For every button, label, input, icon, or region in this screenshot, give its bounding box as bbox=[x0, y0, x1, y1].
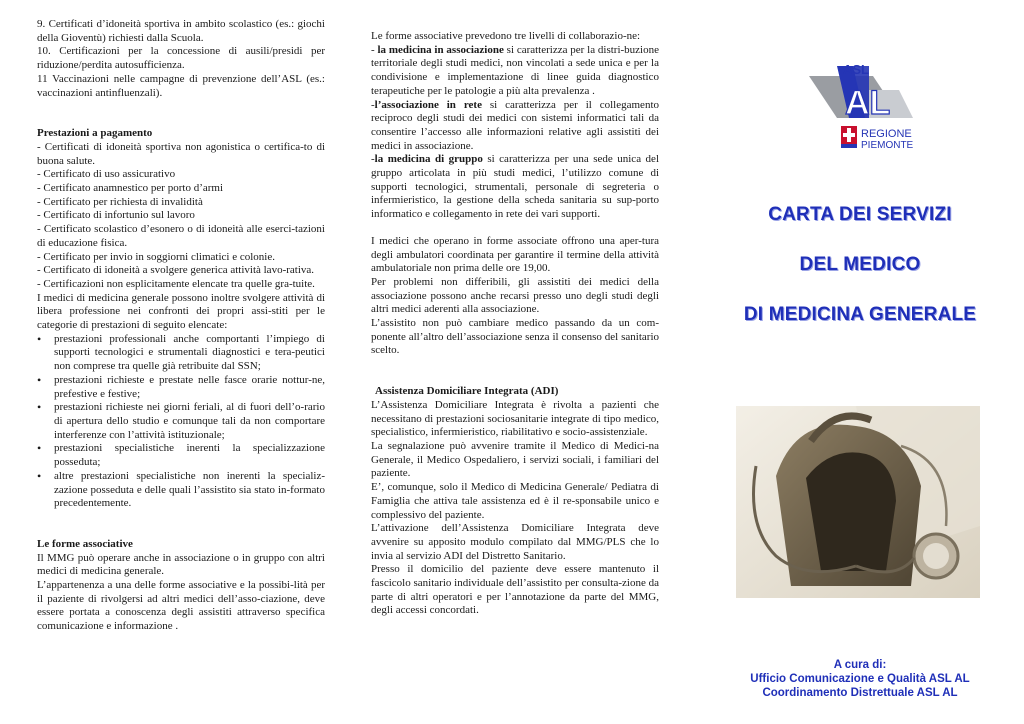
paragraph: Le forme associative prevedono tre livelli di collaborazio-ne: bbox=[371, 30, 641, 42]
paragraph: I medici che operano in forme associate offrono una aper-tura degli ambulatori coordinata per garantire il termine della attività ambulatoriale non prima delle ore 19,00. bbox=[371, 234, 659, 275]
paragraph: Il MMG può operare anche in associazione o in gruppo con altri medici di medicina generale. bbox=[37, 551, 325, 578]
credit-coordination: Coordinamento Distrettuale ASL AL bbox=[762, 687, 958, 699]
bullet-item: • prestazioni specialistiche inerenti la specializzazione posseduta; bbox=[37, 442, 325, 469]
shield-cross bbox=[843, 133, 855, 137]
paragraph: L’assistito non può cambiare medico passando da un com-ponente all’altro dell’associazione senza il consenso del sanitario scelto. bbox=[371, 317, 659, 357]
paragraph: La segnalazione può avvenire tramite il Medico di Medici-na Generale, il Medico Ospedaliero, i servizi sociali, i familiari del paziente. bbox=[371, 439, 659, 480]
cover-title-line-3: DI MEDICINA GENERALE bbox=[743, 304, 977, 325]
freelance-bullet-list bbox=[37, 333, 325, 511]
association-level bbox=[371, 99, 659, 154]
text-span: - bbox=[371, 153, 375, 166]
paragraph: L’appartenenza a una delle forme associative e la possibi-lità per il paziente di rivolgersi ad altri medici dell’asso-ciazione, deve essere portata a conoscenza degli assistiti attraverso specifica comunicazione e informazione . bbox=[37, 579, 325, 633]
bullet-item: • prestazioni richieste nei giorni feriali, al di fuori dell’o-rario di apertura dello studio e comunque tali da non comportare interferenze con l’attività istituzionale; bbox=[37, 401, 325, 442]
left-column bbox=[37, 18, 325, 634]
list-item: - Certificato scolastico d’esonero o di idoneità alle eserci-tazioni di educazione fisica. bbox=[37, 223, 325, 249]
level-name: la medicina di gruppo bbox=[374, 153, 483, 166]
middle-column bbox=[371, 30, 659, 618]
list-item: - Certificati di idoneità sportiva non agonistica o certifica-to di buona salute. bbox=[37, 140, 325, 167]
text-span: - bbox=[371, 98, 375, 111]
bullet-item: • prestazioni richieste e prestate nelle fasce orarie nottur-ne, prefestive e festive; bbox=[37, 374, 325, 401]
text-span: - bbox=[371, 43, 378, 56]
credit-office: Ufficio Comunicazione e Qualità ASL AL bbox=[750, 673, 970, 685]
list-item: - Certificato anamnestico per porto d’armi bbox=[37, 182, 224, 195]
text-span: si caratterizza per una sede unica del gruppo articolata in più studi medici, l’utilizzo comune di supporti tecnologici, strumentali, personale di segreteria o infermieristico, la gestione della scheda sanitaria su sup-porto informatico e collegamento in rete dei vari supporti. bbox=[371, 153, 659, 221]
paragraph: L’attivazione dell’Assistenza Domiciliare Integrata deve avvenire su apposito modulo compilato dal MMG/PLS che lo invia al servizio ADI del Distretto Sanitario. bbox=[371, 522, 659, 562]
asl-al-regione-piemonte-logo bbox=[803, 60, 921, 156]
list-item: - Certificato di idoneità a svolgere generica attività lavo-rativa. bbox=[37, 264, 315, 277]
section-title-paid-services: Prestazioni a pagamento bbox=[37, 127, 153, 140]
section-title-adi: Assistenza Domiciliare Integrata (ADI) bbox=[375, 385, 559, 398]
doctor-bag-stethoscope-photo bbox=[736, 406, 980, 598]
freelance-intro: I medici di medicina generale possono inoltre svolgere attività di libera professione nei confronti dei propri assi-stiti per le categorie di prestazioni di seguito elencate: bbox=[37, 291, 325, 332]
logo-al-text: AL bbox=[845, 84, 891, 122]
logo-asl-text: ASL bbox=[843, 62, 869, 77]
association-level bbox=[371, 44, 659, 99]
cover-title-line-2: DEL MEDICO bbox=[799, 254, 921, 275]
text-span: si caratterizza per il collegamento reciproco degli studi dei medici con sistemi informatici tali da consentire l’accesso alle informazioni relative agli assistiti dei medici in associazione. bbox=[371, 98, 659, 152]
paragraph: Per problemi non differibili, gli assistiti dei medici della associazione possono anche recarsi presso uno degli studi degli altri medici aderenti alla associazione. bbox=[371, 275, 659, 316]
bullet-item: • prestazioni professionali anche comportanti l’impiego di supporti tecnologici e strumentali diagnostici e tera-peutici non comprese tra quelle già retribuite dal SSN; bbox=[37, 333, 325, 374]
association-level bbox=[371, 153, 659, 222]
paragraph: L’Assistenza Domiciliare Integrata è rivolta a pazienti che necessitano di prestazioni sociosanitarie integrate di tipo medico, specialistico, infermieristico, riabilitativo e socio-assistenziale. bbox=[371, 398, 659, 439]
logo-regione-text: REGIONE bbox=[861, 128, 912, 140]
list-item: - Certificato per richiesta di invalidità bbox=[37, 195, 203, 208]
credit-label: A cura di: bbox=[833, 659, 887, 671]
level-name: la medicina in associazione bbox=[377, 43, 504, 56]
paragraph: Presso il domicilio del paziente deve essere mantenuto il fascicolo sanitario individuale dell’assistito per consulta-zione da parte di altri operatori e per l’annotazione da parte del MMG, degli accessi concordati. bbox=[371, 563, 659, 617]
level-name: l’associazione in rete bbox=[374, 98, 482, 111]
paragraph: E’, comunque, solo il Medico di Medicina Generale/ Pediatra di Famiglia che attiva tale assistenza ed è il re-sponsabile unico e complessivo del paziente. bbox=[371, 481, 659, 521]
list-item: - Certificato per invio in soggiorni climatici e colonie. bbox=[37, 250, 275, 263]
bullet-item: • altre prestazioni specialistiche non inerenti la specializ-zazione posseduta e delle quali l’assistito sia stato in-formato precedentemente. bbox=[37, 470, 325, 511]
shield-base bbox=[841, 144, 857, 148]
cover-title-line-1: CARTA DEI SERVIZI bbox=[768, 204, 952, 225]
list-item: - Certificazioni non esplicitamente elencate tra quelle gra-tuite. bbox=[37, 277, 315, 290]
text-line: 11 Vaccinazioni nelle campagne di prevenzione dell’ASL (es.: vaccinazioni antinfluenzali). bbox=[37, 72, 325, 99]
text-span: si caratterizza per la distri-buzione territoriale degli studi medici, non vincolati a sede unica e per la condivisione e implementazione di linee guida diagnostico terapeutiche per le patologie a più alta prevalenza . bbox=[371, 43, 659, 97]
section-title-associations: Le forme associative bbox=[37, 537, 133, 550]
bag-opening bbox=[806, 452, 896, 571]
text-line: 10. Certificazioni per la concessione di ausili/presidi per riduzione/perdita autosufficienza. bbox=[37, 45, 325, 72]
text-line: 9. Certificati d’idoneità sportiva in ambito scolastico (es.: giochi della Gioventù) richiesti dalla Scuola. bbox=[37, 18, 325, 44]
logo-piemonte-text: PIEMONTE bbox=[861, 140, 914, 151]
list-item: - Certificato di uso assicurativo bbox=[37, 168, 176, 181]
list-item: - Certificato di infortunio sul lavoro bbox=[37, 209, 195, 222]
